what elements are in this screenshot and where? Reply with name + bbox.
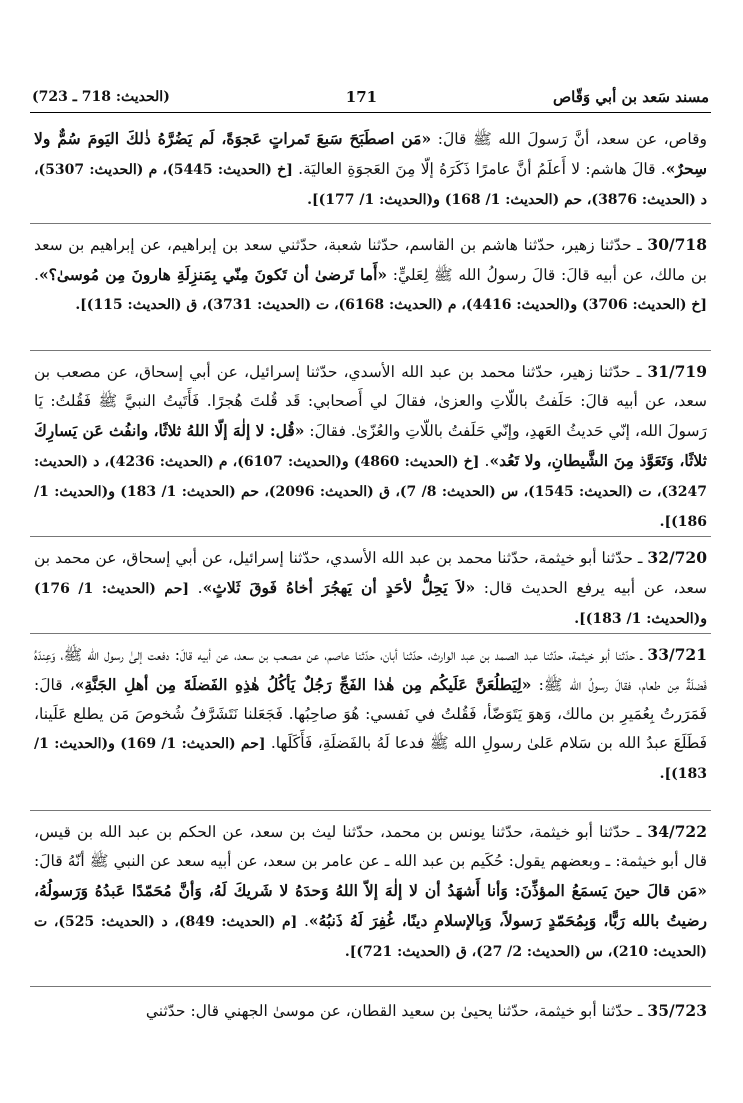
hadith-block-723: [34, 996, 707, 1027]
hadith-references: [خ (الحديث: 5445)، م (الحديث: 5307)، د (الحديث: 3876)، حم (الحديث: 1/ 168) و(الحديث: 1/ 177)].: [34, 162, 707, 208]
separator: [30, 350, 711, 351]
hadith-number: 31/719: [647, 362, 707, 381]
hadith-isnad: وقاص، عن سعد، أنَّ رَسولَ الله ﷺ قالَ:: [431, 130, 708, 148]
hadith-isnad: ـ حدّثنا زهير، حدّثنا هاشم بن القاسم، حدّثنا شعبة، حدّثني سعد بن إبراهيم، عن إبراهيم بن سعد بن مالك، عن أبيه قالَ: قالَ رسولُ الله ﷺ لِعَليٍّ:: [34, 236, 707, 284]
hadith-note: . قالَ هاشم: لا أَعلَمُ أنَّ عامرًا ذَكَرَهُ إلّا مِنَ العَجوَةِ العاليَة.: [292, 160, 666, 178]
hadith-references: [حم (الحديث: 1/ 169) و(الحديث: 1/ 183)].: [34, 736, 707, 782]
hadith-note: .: [479, 452, 490, 470]
hadith-block-717: [34, 124, 707, 215]
hadith-number: 32/720: [647, 548, 707, 567]
hadith-number: 34/722: [647, 822, 707, 841]
hadith-block-719: [34, 357, 707, 537]
hadith-note: ، قالَ: فَمَرَرتُ بِعُمَيرِ بن مالك، وَهوَ يَتَوَضّأ، فَقُلتُ في نَفسي: هُوَ صاحِبُها. فَجَعَلنا نَتَشَرَّفُ شُخوصَ مَن يطلع عَلَينا، فَطَلَعَ عبدُ الله بن سَلام عَلىٰ رسولِ الله ﷺ فدعا لَهُ بالفَضلَةِ، فَأَكَلَها.: [34, 676, 708, 752]
separator: [30, 986, 711, 987]
hadith-note: .: [189, 579, 203, 597]
hadith-matn: «لاَ يَحِلُّ لأحَدٍ أن يَهجُرَ أخاهُ فَوقَ ثَلاثٍ»: [202, 578, 476, 597]
hadith-number: 35/723: [647, 1001, 707, 1020]
hadith-isnad: ـ حدّثنا أبو خيثمة، حدّثنا يحيىٰ بن سعيد القطان، عن موسىٰ الجهني قال: حدّثني: [145, 1002, 648, 1020]
hadith-block-720: [34, 543, 707, 634]
hadith-number: 30/718: [647, 235, 707, 254]
separator: [30, 633, 711, 634]
hadith-block-721: [34, 640, 707, 789]
page-header: [32, 84, 709, 110]
hadith-number: 33/721: [647, 645, 707, 664]
hadith-references: [خ (الحديث: 4860) و(الحديث: 6107)، م (الحديث: 4236)، د (الحديث: 3247)، ت (الحديث: 1545)، س (الحديث: 8/ 7)، ق (الحديث: 2096)، حم (الحديث: 1/ 183) و(الحديث: 1/ 186)].: [34, 454, 707, 530]
hadith-note: .: [297, 912, 309, 930]
hadith-block-718: [34, 230, 707, 320]
hadith-isnad: ـ حدّثنا أبو خيثمة، حدّثنا محمد بن عبد الله الأسدي، حدّثنا إسرائيل، عن أبي إسحاق، عن محمد بن سعد، عن أبيه يرفع الحديث قال:: [34, 549, 708, 597]
hadith-block-722: [34, 817, 707, 967]
hadith-references: [حم (الحديث: 1/ 176) و(الحديث: 1/ 183)].: [34, 581, 707, 627]
hadith-range: (الحديث: 718 ـ 723): [32, 89, 170, 105]
hadith-matn: «لِيَطلُعَنَّ عَلَيكُم مِن هٰذا الفَجِّ رَجُلٌ يَأكُلُ هٰذِهِ الفَضلَةَ مِن أهلِ الجَنَّةِ»: [74, 675, 532, 694]
hadith-matn: «أَما تَرضىٰ أن تَكونَ مِنّي بِمَنزِلَةِ هارونَ مِن مُوسىٰ؟»: [38, 265, 388, 284]
separator: [30, 223, 711, 224]
hadith-isnad: ـ حدّثنا أبو خيثمة، حدّثنا عبد الصمد بن عبد الوارث، حدّثنا أبان، حدّثنا عاصم، عن مصعب بن سعد، عن أبيه قالَ: دفعت إلىٰ رسول الله ﷺ، وَعِندَهُ فَضلَةٌ مِن طعام، فقالَ رسولُ الله ﷺ:: [34, 646, 707, 694]
hadith-matn: «مَن قالَ حينَ يَسمَعُ المؤذِّنَ: وَأنا أَشهَدُ أن لا إلٰهَ إلاّ اللهُ وَحدَهُ لا شَريكَ لَهُ، وَأنَّ مُحَمّدًا عَبدُهُ وَرَسولُهُ، رضيتُ بالله رَبًّا، وَبِمُحَمّدٍ رَسولاً، وَبِالإسلامِ دينًا، غُفِرَ لَهُ ذَنبُهُ»: [34, 881, 707, 930]
hadith-matn: «قُل: لا إلٰهَ إلّا اللهُ ثلاثًا، وانفُث عَن يَسارِكَ ثلاثًا، وَتَعَوَّذ مِنَ الشَّيطانِ، ولا تَعُد»: [34, 421, 707, 470]
hadith-references: [خ (الحديث: 3706) و(الحديث: 4416)، م (الحديث: 6168)، ت (الحديث: 3731)، ق (الحديث: 115)].: [75, 297, 707, 313]
hadith-matn: «مَن اصطَبَحَ سَبعَ تَمراتٍ عَجوَةً، لَم يَضُرَّهُ ذٰلكَ اليَومَ سُمٌّ ولا سِحرٌ»: [34, 129, 707, 178]
hadith-note: .: [34, 266, 39, 284]
book-title: مسند سَعد بن أبي وَقّاص: [553, 88, 709, 106]
hadith-isnad: ـ حدّثنا أبو خيثمة، حدّثنا يونس بن محمد، حدّثنا ليث بن سعد، عن الحكم بن عبد الله بن قيس، قال أبو خيثمة: ـ وبعضهم يقول: حُكَيم بن عبد الله ـ عن عامر بن سعد، عن أبيه سعد عن النبي ﷺ أنّهُ قالَ:: [34, 823, 707, 870]
hadith-references: [م (الحديث: 849)، د (الحديث: 525)، ت (الحديث: 210)، س (الحديث: 2/ 27)، ق (الحديث: 721)].: [34, 914, 707, 960]
header-rule: [30, 112, 711, 113]
page-number: 171: [345, 88, 378, 106]
separator: [30, 536, 711, 537]
hadith-isnad: ـ حدّثنا زهير، حدّثنا محمد بن عبد الله الأسدي، حدّثنا إسرائيل، عن أبي إسحاق، عن مصعب بن سعد، عن أبيه قالَ: حَلَفتُ باللّاتِ والعزىٰ، فقالَ لي أَصحابي: قَد قُلتَ هُجرًا. فَأَتَيتُ النبيَّ ﷺ فَقُلتُ: يَا رَسولَ الله، إنّي حَديثُ العَهدِ، وإنّي حَلَفتُ باللّاتِ والعُزّىٰ. فقالَ:: [34, 363, 707, 440]
separator: [30, 810, 711, 811]
